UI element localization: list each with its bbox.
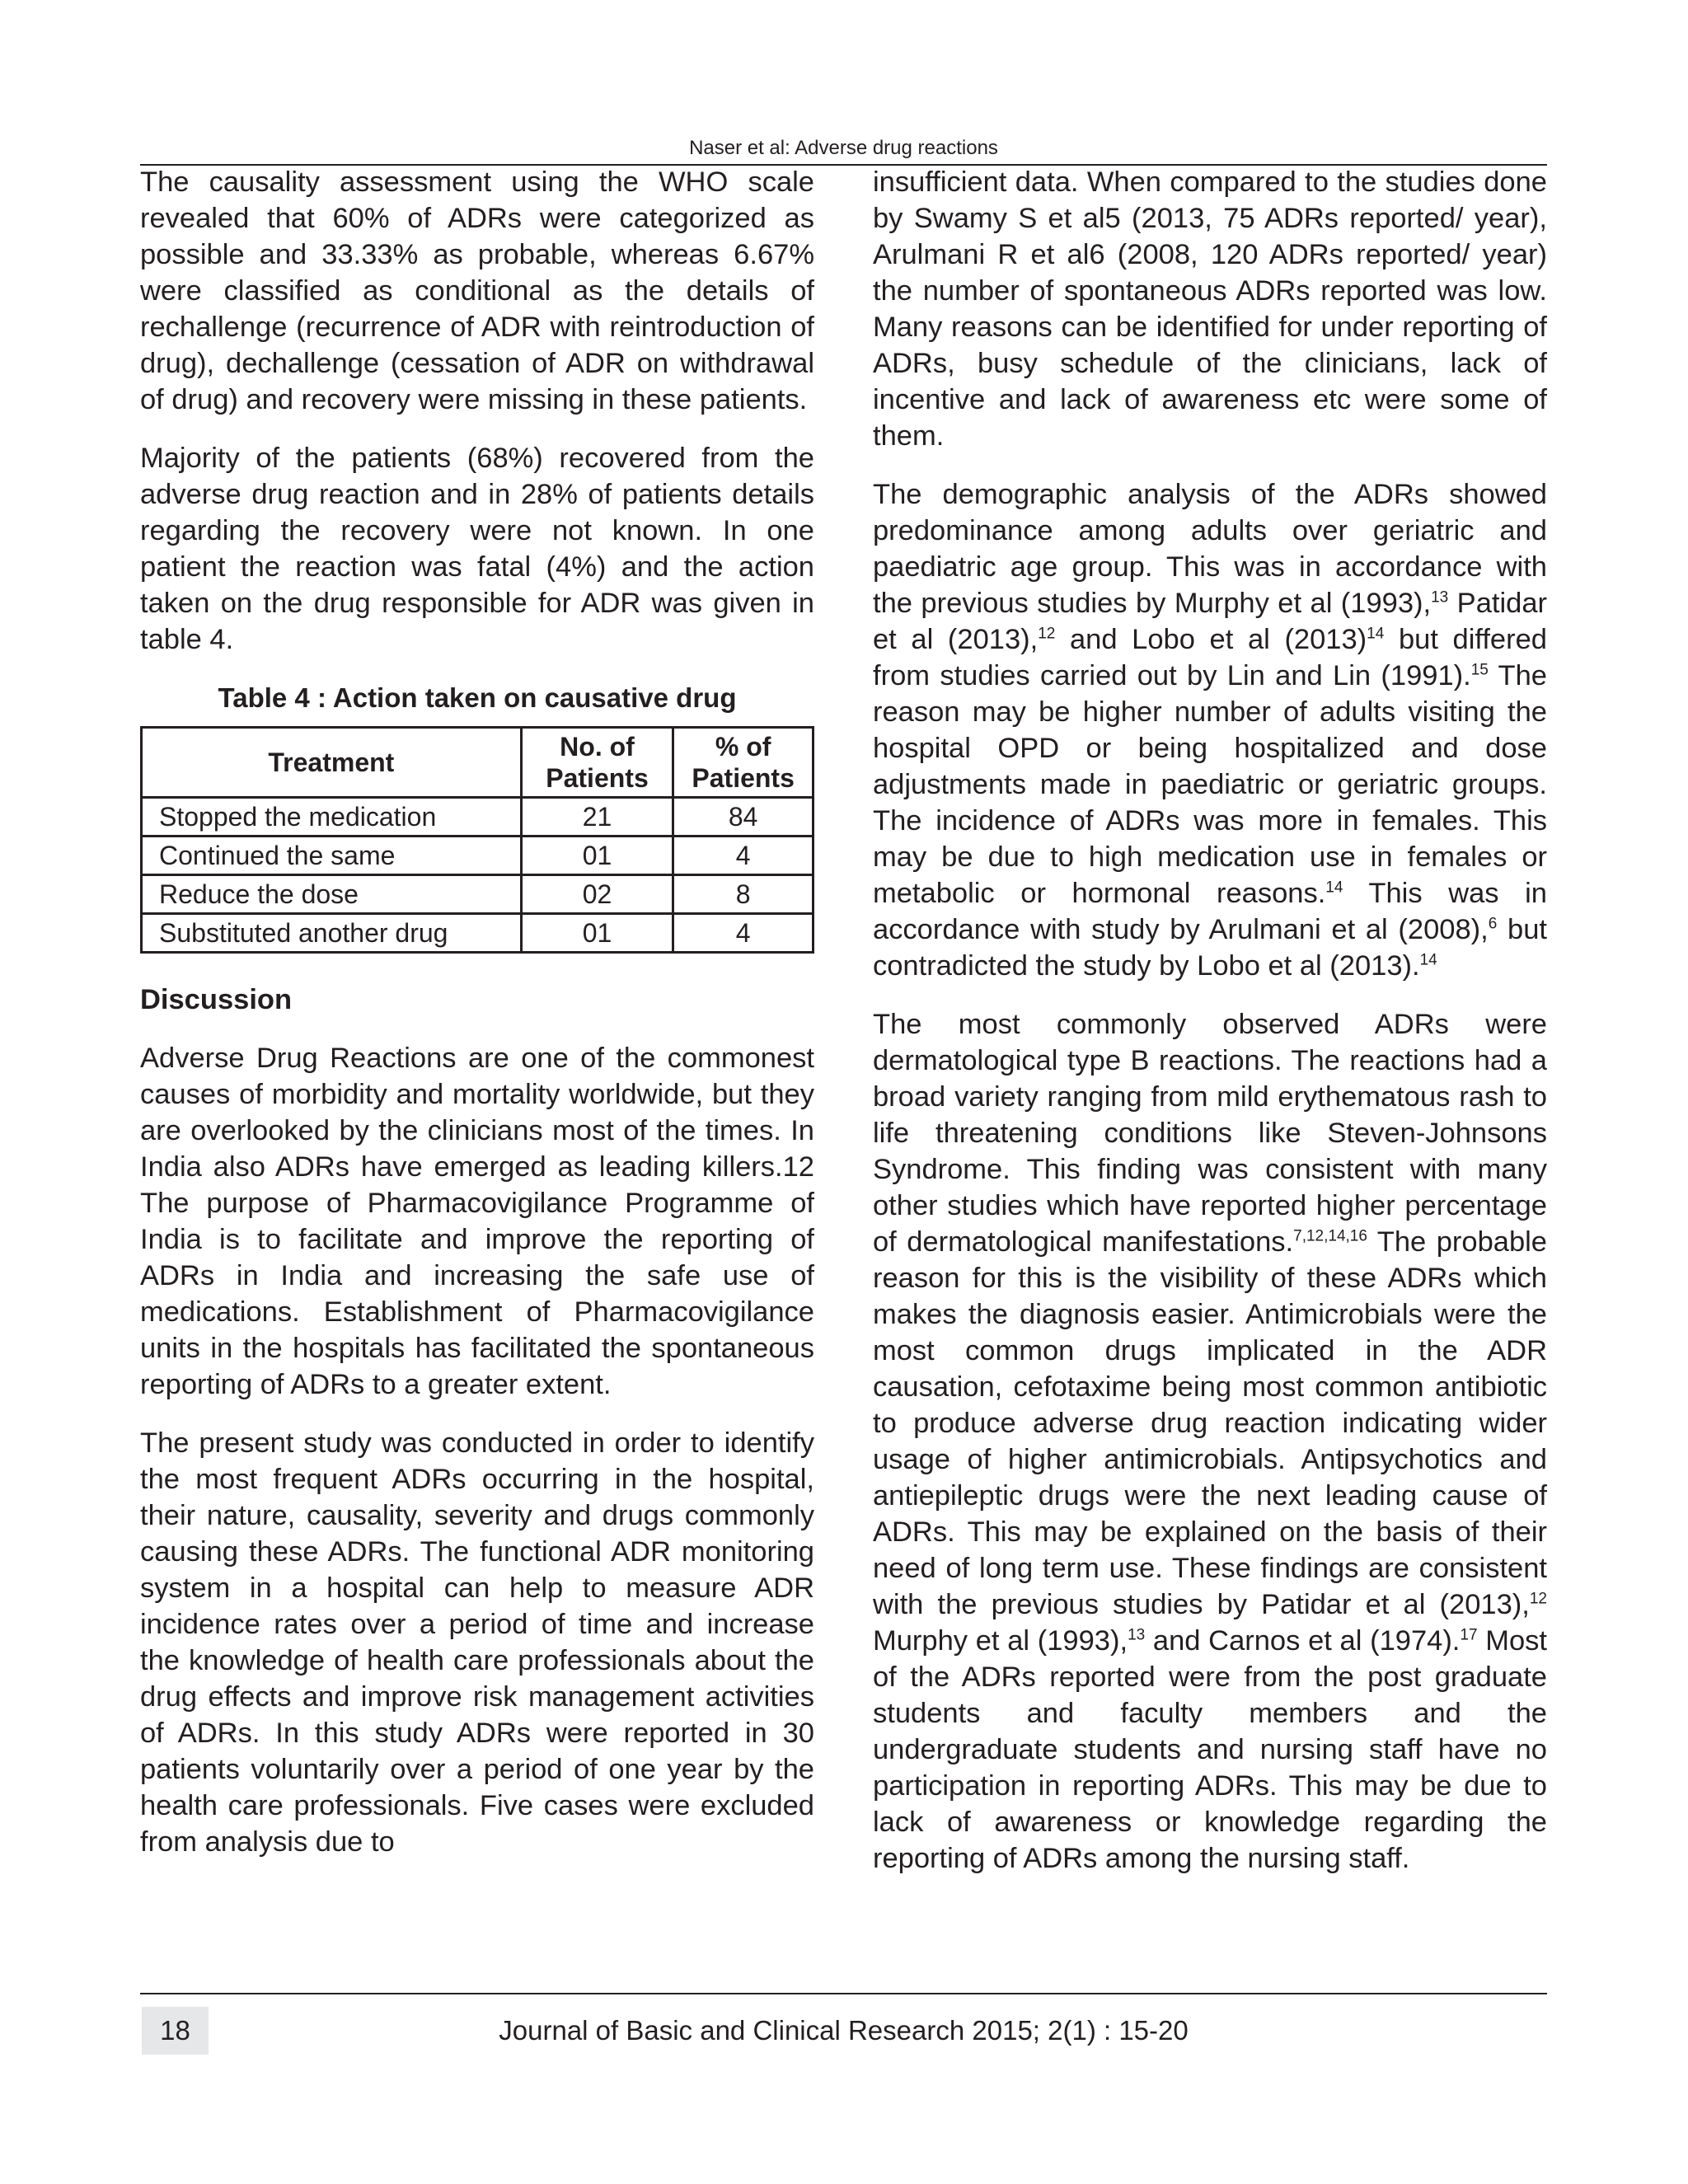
citation-superscript: 12 bbox=[1529, 1590, 1547, 1608]
column-header-percent: % of Patients bbox=[673, 728, 814, 798]
cell-treatment: Reduce the dose bbox=[142, 875, 522, 914]
table-row bbox=[142, 837, 814, 875]
citation-superscript: 15 bbox=[1470, 661, 1489, 679]
right-column bbox=[873, 164, 1547, 1899]
cell-treatment: Stopped the medication bbox=[142, 798, 522, 837]
cell-percent: 84 bbox=[673, 798, 814, 837]
paragraph-present-study: The present study was conducted in order to identify the most frequent ADRs occurring in the hospital, their nature, causality, severity and drugs commonly causing these ADRs. The functional ADR monitoring system in a hospital can help to measure ADR incidence rates over a period of time and increase the knowledge of health care professionals about the drug effects and improve risk management activities of ADRs. In this study ADRs were reported in 30 patients voluntarily over a period of one year by the health care professionals. Five cases were excluded from analysis due to bbox=[140, 1427, 814, 1858]
citation-superscript: 13 bbox=[1431, 588, 1449, 607]
citation-superscript: 14 bbox=[1419, 951, 1437, 969]
table-header-row bbox=[142, 728, 814, 798]
citation-superscript: 14 bbox=[1367, 625, 1385, 643]
page-number: 18 bbox=[142, 2007, 209, 2055]
citation-superscript: 12 bbox=[1038, 625, 1056, 643]
paragraph-recovery: Majority of the patients (68%) recovered from the adverse drug reaction and in 28% of patients details regarding the recovery were not known. In one patient the reaction was fatal (4%) and the action taken on the drug responsible for ADR was given in table 4. bbox=[140, 443, 814, 655]
running-title: Naser et al: Adverse drug reactions bbox=[689, 137, 998, 159]
journal-citation: Journal of Basic and Clinical Research 2015; 2(1) : 15-20 bbox=[499, 2015, 1189, 2046]
cell-count: 01 bbox=[521, 914, 673, 953]
cell-count: 01 bbox=[521, 837, 673, 875]
section-heading-discussion: Discussion bbox=[140, 984, 293, 1015]
footer-rule bbox=[140, 1993, 1547, 1994]
cell-count: 02 bbox=[521, 875, 673, 914]
paragraph-demographics: The demographic analysis of the ADRs showed predominance among adults over geriatric and paediatric age group. This was in accordance with the previous studies by Murphy et al (1993),$^{13}$ Patidar et al (2013),$^{12}$ and Lobo et al $(2013)^{14}$ but differed from studies carried out by Lin and Lin (1991).$^{15}$ The reason may be higher number of adults visiting the hospital OPD or being hospitalized and dose adjustments made in paediatric or geriatric groups. The incidence of ADRs was more in females. This may be due to high medication use in females or metabolic or hormonal reasons.$^{14}$ This was in accordance with study by Arulmani et al (2008),$^6$ but contradicted the study by Lobo et al (2013).$^{14}$ bbox=[873, 479, 1547, 982]
cell-percent: 8 bbox=[673, 875, 814, 914]
cell-percent: 4 bbox=[673, 837, 814, 875]
action-table bbox=[140, 726, 814, 954]
table-caption: Table 4 : Action taken on causative drug bbox=[218, 682, 737, 713]
citation-superscript: 17 bbox=[1460, 1626, 1478, 1644]
cell-treatment: Continued the same bbox=[142, 837, 522, 875]
table-row bbox=[142, 798, 814, 837]
citation-superscript: 6 bbox=[1488, 915, 1498, 933]
table-row bbox=[142, 875, 814, 914]
citation-superscript: 14 bbox=[1325, 879, 1343, 897]
table-row bbox=[142, 914, 814, 953]
left-column bbox=[140, 164, 814, 1882]
paragraph-adr-overview: Adverse Drug Reactions are one of the commonest causes of morbidity and mortality worldwide, but they are overlooked by the clinicians most of the times. In India also ADRs have emerged as leading killers.12 The purpose of Pharmacovigilance Programme of India is to facilitate and improve the reporting of ADRs in India and increasing the safe use of medications. Establishment of Pharmacovigilance units in the hospitals has facilitated the spontaneous reporting of ADRs to a greater extent. bbox=[140, 1043, 814, 1400]
cell-count: 21 bbox=[521, 798, 673, 837]
citation-superscript: 7,12,14,16 bbox=[1293, 1227, 1367, 1245]
paragraph-comparison: insufficient data. When compared to the studies done by Swamy S et al5 (2013, 75 ADRs reported/ year), Arulmani R et al6 (2008, 120 ADRs reported/ year) the number of spontaneous ADRs reported was low. Many reasons can be identified for under reporting of ADRs, busy schedule of the clinicians, lack of incentive and lack of awareness etc were some of them. bbox=[873, 166, 1547, 452]
paragraph-causality: The causality assessment using the WHO scale revealed that 60% of ADRs were categorized as possible and 33.33% as probable, whereas 6.67% were classified as conditional as the details of rechallenge (recurrence of ADR with reintroduction of drug), dechallenge (cessation of ADR on withdrawal of drug) and recovery were missing in these patients. bbox=[140, 166, 814, 415]
paragraph-common-adrs: The most commonly observed ADRs were dermatological type B reactions. The reactions had a broad variety ranging from mild erythematous rash to life threatening conditions like Steven-Johnsons Syndrome. This finding was consistent with many other studies which have reported higher percentage of dermatological manifestations.$^{7,12,14,16}$ The probable reason for this is the visibility of these ADRs which makes the diagnosis easier. Antimicrobials were the most common drugs implicated in the ADR causation, cefotaxime being most common antibiotic to produce adverse drug reaction indicating wider usage of higher antimicrobials. Antipsychotics and antiepileptic drugs were the next leading cause of ADRs. This may be explained on the basis of their need of long term use. These findings are consistent with the previous studies by Patidar et al (2013),$^{12}$ Murphy et al (1993),$^{13}$ and Carnos et al (1974).$^{17}$ Most of the ADRs reported were from the post graduate students and faculty members and the undergraduate students and nursing staff have no participation in reporting ADRs. This may be due to lack of awareness or knowledge regarding the reporting of ADRs among the nursing staff. bbox=[873, 1009, 1547, 1874]
cell-percent: 4 bbox=[673, 914, 814, 953]
cell-treatment: Substituted another drug bbox=[142, 914, 522, 953]
column-header-count: No. of Patients bbox=[521, 728, 673, 798]
citation-superscript: 13 bbox=[1128, 1626, 1146, 1644]
column-header-treatment: Treatment bbox=[142, 728, 522, 798]
